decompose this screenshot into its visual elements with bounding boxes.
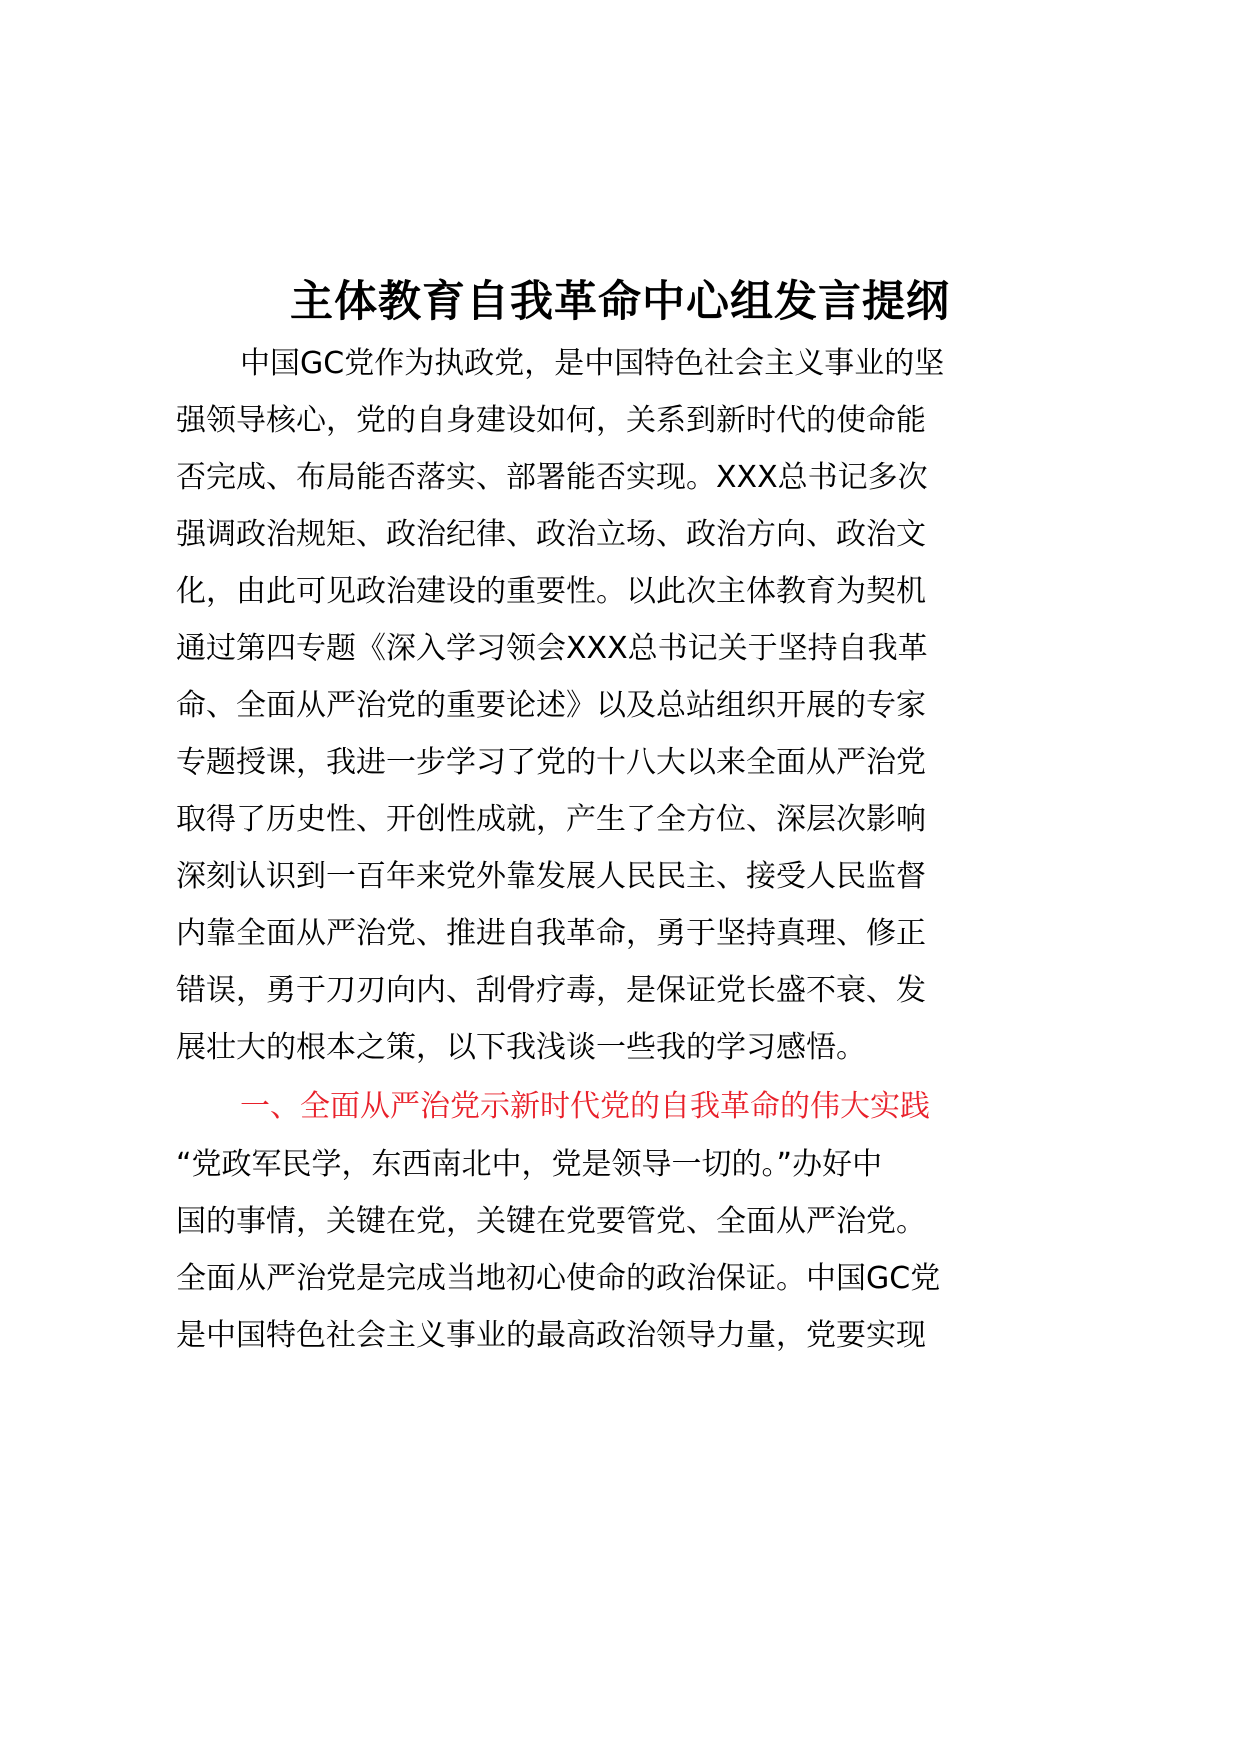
- body-line: 通过第四专题《深入学习领会XXX总书记关于坚持自我革: [176, 631, 928, 666]
- body-line: 中国GC党作为执政党，是中国特色社会主义事业的坚: [240, 346, 945, 381]
- body-line: 专题授课，我进一步学习了党的十八大以来全面从严治党: [176, 745, 926, 780]
- body-line: 全面从严治党是完成当地初心使命的政治保证。中国GC党: [176, 1261, 941, 1296]
- body-line: 强领导核心，党的自身建设如何，关系到新时代的使命能: [176, 403, 926, 438]
- body-line: 强调政治规矩、政治纪律、政治立场、政治方向、政治文: [176, 517, 926, 552]
- body-line: 化，由此可见政治建设的重要性。以此次主体教育为契机: [176, 574, 926, 609]
- body-line: 深刻认识到一百年来党外靠发展人民民主、接受人民监督: [176, 859, 926, 894]
- body-line: 命、全面从严治党的重要论述》以及总站组织开展的专家: [176, 688, 926, 723]
- body-line: 展壮大的根本之策，以下我浅谈一些我的学习感悟。: [176, 1030, 866, 1065]
- body-line: 内靠全面从严治党、推进自我革命，勇于坚持真理、修正: [176, 916, 926, 951]
- body-line: 否完成、布局能否落实、部署能否实现。XXX总书记多次: [176, 460, 928, 495]
- document-title: 主体教育自我革命中心组发言提纲: [290, 277, 950, 327]
- body-line: 错误，勇于刀刃向内、刮骨疗毒，是保证党长盛不衰、发: [176, 973, 926, 1008]
- section-heading: 一、全面从严治党示新时代党的自我革命的伟大实践: [240, 1089, 930, 1124]
- body-line: 国的事情，关键在党，关键在党要管党、全面从严治党。: [176, 1204, 926, 1239]
- body-line: “党政军民学，东西南北中，党是领导一切的。”办好中: [176, 1147, 883, 1182]
- body-line: 取得了历史性、开创性成就，产生了全方位、深层次影响: [176, 802, 926, 837]
- body-line: 是中国特色社会主义事业的最高政治领导力量，党要实现: [176, 1318, 926, 1353]
